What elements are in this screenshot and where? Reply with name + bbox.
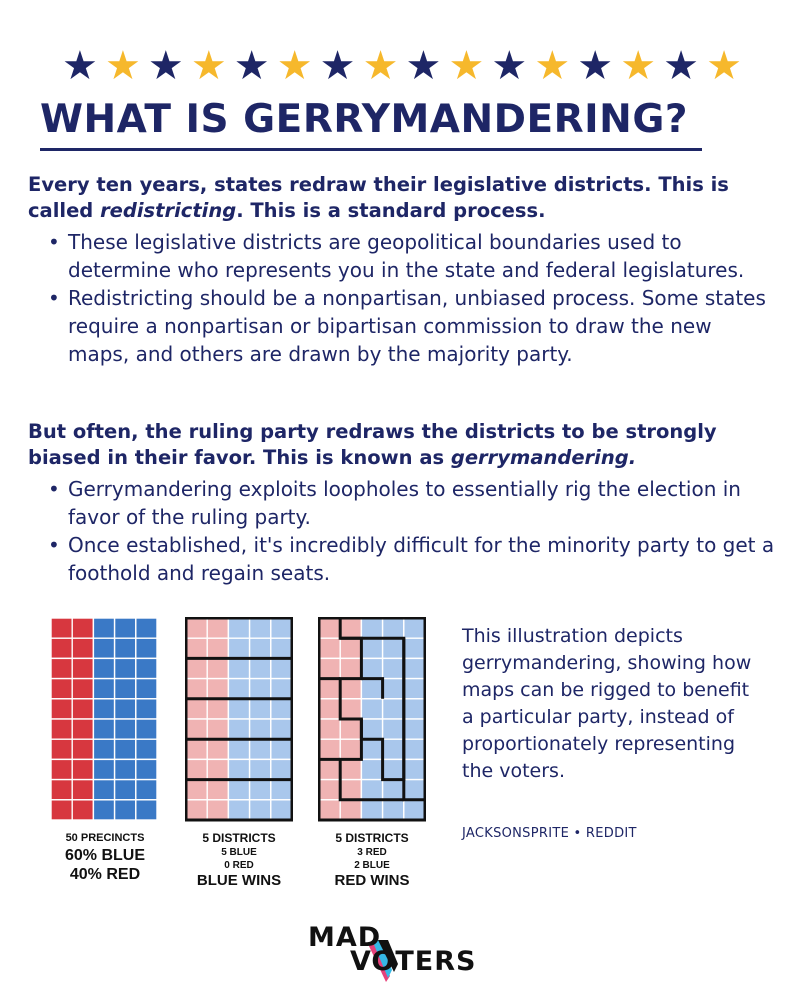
precinct-cell (72, 739, 93, 759)
precinct-cell (136, 638, 157, 658)
precinct-cell (93, 679, 114, 699)
precinct-cell (340, 780, 361, 800)
precinct-cell (383, 759, 404, 779)
precinct-cell (93, 739, 114, 759)
precinct-cell (250, 800, 271, 820)
image-credit: JACKSONSPRITE • REDDIT (462, 826, 637, 841)
district-grid-red-wins (318, 617, 426, 822)
precinct-cell (383, 780, 404, 800)
precinct-cell (271, 699, 292, 719)
precinct-cell (361, 638, 382, 658)
precinct-cell (271, 679, 292, 699)
precinct-cell (51, 780, 72, 800)
precinct-cell (228, 800, 249, 820)
precinct-cell (319, 638, 340, 658)
lead-gerrymandering (28, 419, 778, 471)
precinct-cell (115, 699, 136, 719)
precinct-cell (207, 719, 228, 739)
precinct-cell (271, 800, 292, 820)
precinct-cell (250, 780, 271, 800)
redistricting-bullets (28, 228, 778, 368)
precinct-cell (404, 800, 425, 820)
precinct-cell (115, 759, 136, 779)
precinct-cell (51, 699, 72, 719)
precinct-cell (228, 638, 249, 658)
precinct-cell (207, 739, 228, 759)
precinct-cell (93, 658, 114, 678)
precinct-cell (186, 759, 207, 779)
precinct-cell (383, 800, 404, 820)
lead-emphasis: gerrymandering. (450, 446, 637, 469)
precinct-cell (228, 699, 249, 719)
precinct-cell (93, 759, 114, 779)
lead-text: But often, the ruling party redraws the districts to be strongly biased in their favor. This is known as (28, 420, 717, 469)
precinct-cell (250, 638, 271, 658)
bullet-item: • Gerrymandering exploits loopholes to essentially rig the election in favor of the ruling party. (68, 475, 778, 531)
precinct-cell (51, 679, 72, 699)
figure1-red: 40% RED (69, 866, 141, 883)
precinct-cell (72, 780, 93, 800)
precinct-cell (404, 739, 425, 759)
lead-text: Every ten years, states redraw their legislative districts. This is called (28, 173, 729, 222)
precinct-cell (51, 800, 72, 820)
bullet-item: • Once established, it's incredibly difficult for the minority party to get a foothold and regain seats. (68, 531, 778, 587)
precinct-cell (404, 658, 425, 678)
precinct-cell (250, 699, 271, 719)
precinct-cell (250, 759, 271, 779)
mad-voters-logo (308, 922, 508, 982)
precinct-cell (186, 679, 207, 699)
precinct-cell (361, 618, 382, 638)
precinct-cell (271, 719, 292, 739)
bullet-item: • Redistricting should be a nonpartisan, unbiased process. Some states require a nonpartisan or bipartisan commission to draw the new maps, and others are drawn by the majority party. (68, 284, 778, 368)
precinct-cell (186, 618, 207, 638)
precinct-cell (207, 679, 228, 699)
precinct-cell (51, 759, 72, 779)
precinct-cell (340, 739, 361, 759)
precinct-cell (361, 739, 382, 759)
precinct-cell (136, 800, 157, 820)
star-gold-icon: ★ (620, 43, 657, 89)
precinct-cell (361, 780, 382, 800)
star-navy-icon: ★ (405, 43, 442, 89)
precinct-cell (271, 618, 292, 638)
precinct-cell (207, 658, 228, 678)
precinct-cell (207, 780, 228, 800)
precinct-cell (72, 618, 93, 638)
precinct-cell (72, 638, 93, 658)
precinct-cell (340, 658, 361, 678)
precinct-cell (271, 638, 292, 658)
precinct-cell (93, 699, 114, 719)
district-grid-blue-wins (185, 617, 293, 822)
figure1-blue: 60% BLUE (64, 847, 146, 864)
precinct-cell (115, 658, 136, 678)
precinct-cell (186, 719, 207, 739)
precinct-cell (228, 679, 249, 699)
precinct-cell (136, 618, 157, 638)
precinct-cell (271, 739, 292, 759)
precinct-cell (319, 759, 340, 779)
precinct-cell (319, 699, 340, 719)
page-title: WHAT IS GERRYMANDERING? (40, 97, 688, 142)
star-gold-icon: ★ (534, 43, 571, 89)
figure3-result: RED WINS (334, 872, 410, 889)
precinct-cell (250, 679, 271, 699)
precinct-cell (404, 699, 425, 719)
precinct-cell (186, 638, 207, 658)
precinct-cell (186, 699, 207, 719)
section-gerrymandering (28, 419, 778, 587)
precinct-cell (228, 658, 249, 678)
precinct-cell (207, 618, 228, 638)
precinct-cell (340, 719, 361, 739)
precinct-cell (207, 759, 228, 779)
precinct-cell (383, 638, 404, 658)
precinct-cell (340, 618, 361, 638)
precinct-cell (319, 800, 340, 820)
precinct-cell (250, 658, 271, 678)
precinct-cell (383, 719, 404, 739)
precinct-cell (383, 658, 404, 678)
figure1-caption (40, 830, 170, 884)
figure3-blue: 2 BLUE (354, 860, 390, 871)
star-gold-icon: ★ (448, 43, 485, 89)
precinct-cell (93, 780, 114, 800)
precinct-cell (51, 719, 72, 739)
gerrymandering-bullets (28, 475, 778, 587)
precinct-cell (186, 739, 207, 759)
precinct-cell (340, 759, 361, 779)
star-gold-icon: ★ (706, 43, 742, 89)
bullet-item: • These legislative districts are geopolitical boundaries used to determine who represents you in the state and federal legislatures. (68, 228, 778, 284)
lead-emphasis: redistricting (100, 199, 237, 222)
precinct-cell (72, 699, 93, 719)
precinct-cell (250, 719, 271, 739)
precinct-cell (51, 739, 72, 759)
precinct-cell (319, 618, 340, 638)
figure2-label: 5 DISTRICTS (202, 831, 276, 845)
precinct-cell (51, 658, 72, 678)
precinct-cell (51, 618, 72, 638)
precinct-cell (361, 679, 382, 699)
star-gold-icon: ★ (276, 43, 313, 89)
precinct-cell (383, 618, 404, 638)
star-navy-icon: ★ (147, 43, 184, 89)
precinct-cell (383, 699, 404, 719)
precinct-cell (340, 699, 361, 719)
figure3-label: 5 DISTRICTS (335, 831, 409, 845)
precinct-cell (51, 638, 72, 658)
precinct-cell (115, 719, 136, 739)
star-gold-icon: ★ (190, 43, 227, 89)
precinct-cell (72, 719, 93, 739)
precinct-cell (361, 699, 382, 719)
star-gold-icon: ★ (104, 43, 141, 89)
title-underline (40, 148, 702, 151)
lead-text-end: . This is a standard process. (236, 199, 546, 222)
precinct-cell (361, 800, 382, 820)
precinct-cell (404, 759, 425, 779)
precinct-cell (186, 780, 207, 800)
precinct-cell (271, 759, 292, 779)
precinct-cell (207, 638, 228, 658)
logo-word-mad: MAD (308, 922, 382, 953)
precinct-cell (383, 739, 404, 759)
precinct-cell (228, 739, 249, 759)
figure2-red: 0 RED (224, 860, 254, 871)
precinct-cell (136, 679, 157, 699)
precinct-cell (340, 679, 361, 699)
precinct-cell (228, 759, 249, 779)
precinct-cell (340, 800, 361, 820)
precinct-cell (115, 679, 136, 699)
precinct-cell (93, 800, 114, 820)
figure2-caption (174, 830, 304, 890)
precinct-cell (136, 719, 157, 739)
star-gold-icon: ★ (362, 43, 399, 89)
star-navy-icon: ★ (491, 43, 528, 89)
precinct-cell (186, 658, 207, 678)
precinct-cell (271, 780, 292, 800)
precinct-cell (136, 739, 157, 759)
precinct-cell (319, 719, 340, 739)
precinct-cell (186, 800, 207, 820)
star-navy-icon: ★ (62, 43, 98, 89)
section-redistricting (28, 172, 778, 368)
star-navy-icon: ★ (233, 43, 270, 89)
logo-word-voters: VOTERS (350, 946, 477, 977)
star-banner (62, 42, 742, 90)
star-navy-icon: ★ (663, 43, 699, 89)
precinct-cell (93, 719, 114, 739)
precinct-cell (228, 618, 249, 638)
star-navy-icon: ★ (319, 43, 356, 89)
precinct-cell (361, 658, 382, 678)
precinct-cell (136, 780, 157, 800)
figure3-caption (307, 830, 437, 890)
precinct-cell (404, 618, 425, 638)
precinct-cell (250, 739, 271, 759)
precinct-cell (404, 719, 425, 739)
precinct-cell (93, 618, 114, 638)
precinct-cell (115, 618, 136, 638)
precinct-cell (404, 679, 425, 699)
precinct-cell (340, 638, 361, 658)
star-navy-icon: ★ (577, 43, 614, 89)
precinct-cell (115, 638, 136, 658)
precinct-cell (115, 780, 136, 800)
precinct-cell (72, 759, 93, 779)
precinct-cell (383, 679, 404, 699)
precinct-cell (319, 658, 340, 678)
illustration-caption: This illustration depicts gerrymandering, showing how maps can be rigged to benefit a particular party, instead of proportionately representing the voters. (462, 625, 752, 782)
precinct-cell (207, 699, 228, 719)
precinct-cell (136, 699, 157, 719)
precinct-cell (228, 719, 249, 739)
precinct-cell (319, 780, 340, 800)
figure3-red: 3 RED (357, 847, 387, 858)
precinct-cell (136, 759, 157, 779)
precinct-cell (319, 679, 340, 699)
figure1-label: 50 PRECINCTS (65, 832, 145, 844)
precinct-cell (93, 638, 114, 658)
precinct-cell (115, 800, 136, 820)
figure2-blue: 5 BLUE (221, 847, 257, 858)
precinct-cell (207, 800, 228, 820)
precinct-cell (271, 658, 292, 678)
precinct-cell (136, 658, 157, 678)
precinct-cell (115, 739, 136, 759)
figure2-result: BLUE WINS (196, 872, 282, 889)
precinct-cell (319, 739, 340, 759)
precinct-cell (361, 759, 382, 779)
precinct-cell (228, 780, 249, 800)
lead-redistricting (28, 172, 778, 224)
precinct-cell (404, 638, 425, 658)
precinct-cell (361, 719, 382, 739)
precinct-cell (404, 780, 425, 800)
precinct-cell (72, 679, 93, 699)
precinct-cell (72, 658, 93, 678)
precinct-cell (250, 618, 271, 638)
precinct-cell (72, 800, 93, 820)
precinct-grid (50, 617, 158, 822)
